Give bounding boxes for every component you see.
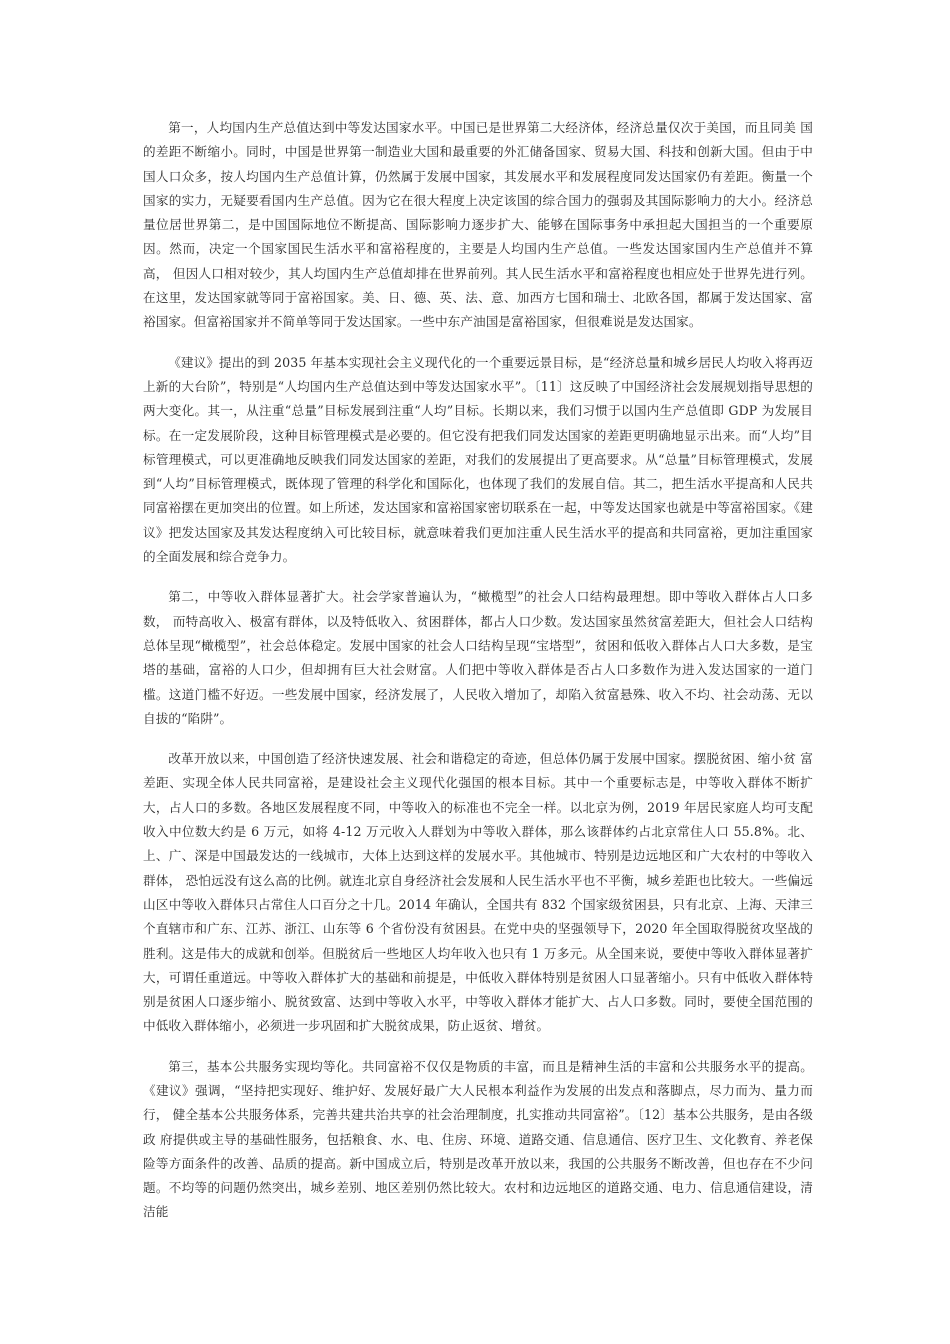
paragraph-proposal-2035-goal: 《建议》提出的到 2035 年基本实现社会主义现代化的一个重要远景目标，是“经济总量和城乡居民人均收入将再迈上新的大台阶”，特别是“人均国内生产总值达到中等发达国家水平”。〔11〕这反映了中国经济社会发展规划指导思想的两大变化。其一，从注重“总量”目标发展到注重“人均”目标。长期以来，我们习惯于以国内生产总值即 GDP 为发展目标。在一定发展阶段，这种目标管理模式是必要的。但它没有把我们同发达国家的差距更明确地显示出来。而“人均”目标管理模式，可以更准确地反映我们同发达国家的差距，对我们的发展提出了更高要求。从“总量”目标管理模式，发展到“人均”目标管理模式，既体现了管理的科学化和国际化，也体现了我们的发展自信。其二，把生活水平提高和人民共同富裕摆在更加突出的位置。如上所述，发达国家和富裕国家密切联系在一起，中等发达国家也就是中等富裕国家。《建议》把发达国家及其发达程度纳入可比较目标，就意味着我们更加注重人民生活水平的提高和共同富裕，更加注重国家 的全面发展和综合竞争力。 — [143, 354, 813, 565]
paragraph-reform-and-opening: 改革开放以来，中国创造了经济快速发展、社会和谐稳定的奇迹，但总体仍属于发展中国家。摆脱贫困、缩小贫 富差距、实现全体人民共同富裕，是建设社会主义现代化强国的根本目标。其中一个重要标志是，中等收入群体不断扩大，占人口的多数。各地区发展程度不同，中等收入的标准也不完全一样。以北京为例，2019 年居民家庭人均可支配收入中位数大约是 6 万元，如将 4-12 万元收入人群划为中等收入群体，那么该群体约占北京常住人口 55.8%。北、上、广、深是中国最发达的一线城市，大体上达到这样的发展水平。其他城市、特别是边远地区和广大农村的中等收入群体， 恐怕远没有这么高的比例。就连北京自身经济社会发展和人民生活水平也不平衡，城乡差距也比较大。一些偏远山区中等收入群体只占常住人口百分之十几。2014 年确认，全国共有 832 个国家级贫困县，只有北京、上海、天津三个直辖市和广东、江苏、浙江、山东等 6 个省份没有贫困县。在党中央的坚强领导下，2020 年全国取得脱贫攻坚战的胜利。这是伟大的成就和创举。但脱贫后一些地区人均年收入也只有 1 万多元。从全国来说，要使中等收入群体显著扩大，可谓任重道远。中等收入群体扩大的基础和前提是，中低收入群体特别是贫困人口显著缩小。只有中低收入群体特别是贫困人口逐步缩小、脱贫致富、达到中等收入水平，中等收入群体才能扩大、占人口多数。同时，要使全国范围的中低收入群体缩小，必须进一步巩固和扩大脱贫成果，防止返贫、增贫。 — [143, 751, 813, 1034]
paragraph-per-capita-gdp: 第一，人均国内生产总值达到中等发达国家水平。中国已是世界第二大经济体，经济总量仅次于美国，而且同美 国的差距不断缩小。同时，中国是世界第一制造业大国和最重要的外汇储备国家、贸易大国、科技和创新大国。但由于中国人口众多，按人均国内生产总值计算，仍然属于发展中国家，其发展水平和发展程度同发达国家仍有差距。衡量一个国家的实力，无疑要看国内生产总值。因为它在很大程度上决定该国的综合国力的强弱及其国际影响力的大小。经济总量位居世界第二，是中国国际地位不断提高、国际影响力逐步扩大、能够在国际事务中承担起大国担当的一个重要原因。然而，决定一个国家国民生活水平和富裕程度的，主要是人均国内生产总值。一些发达国家国内生产总值并不算高， 但因人口相对较少，其人均国内生产总值却排在世界前列。其人民生活水平和富裕程度也相应处于世界先进行列。在这里，发达国家就等同于富裕国家。美、日、德、英、法、意、加西方七国和瑞士、北欧各国，都属于发达国家、富裕国家。但富裕国家并不简单等同于发达国家。一些中东产油国是富裕国家，但很难说是发达国家。 — [143, 120, 813, 330]
paragraph-public-services: 第三，基本公共服务实现均等化。共同富裕不仅仅是物质的丰富，而且是精神生活的丰富和公共服务水平的提高。《建议》强调，“坚持把实现好、维护好、发展好最广大人民根本利益作为发展的出发点和落脚点，尽力而为、量力而行， 健全基本公共服务体系，完善共建共治共享的社会治理制度，扎实推动共同富裕”。〔12〕基本公共服务，是由各级政 府提供或主导的基础性服务，包括粮食、水、电、住房、环境、道路交通、信息通信、医疗卫生、文化教育、养老保险等方面条件的改善、品质的提高。新中国成立后，特别是改革开放以来，我国的公共服务不断改善，但也存在不少问题。不均等的问题仍然突出，城乡差别、地区差别仍然比较大。农村和边远地区的道路交通、电力、信息通信建设，清洁能 — [143, 1058, 813, 1220]
paragraph-middle-income-group: 第二，中等收入群体显著扩大。社会学家普遍认为，“橄榄型”的社会人口结构最理想。即中等收入群体占人口多数， 而特高收入、极富有群体，以及特低收入、贫困群体，都占人口少数。发达国家虽然贫富差距大，但社会人口结构总体呈现“橄榄型”，社会总体稳定。发展中国家的社会人口结构呈现“宝塔型”，贫困和低收入群体占人口大多数，是宝塔的基础，富裕的人口少，但却拥有巨大社会财富。人们把中等收入群体是否占人口多数作为进入发达国家的一道门槛。这道门槛不好迈。一些发展中国家，经济发展了，人民收入增加了，却陷入贫富悬殊、收入不均、社会动荡、无以自拔的“陷阱”。 — [143, 589, 813, 726]
